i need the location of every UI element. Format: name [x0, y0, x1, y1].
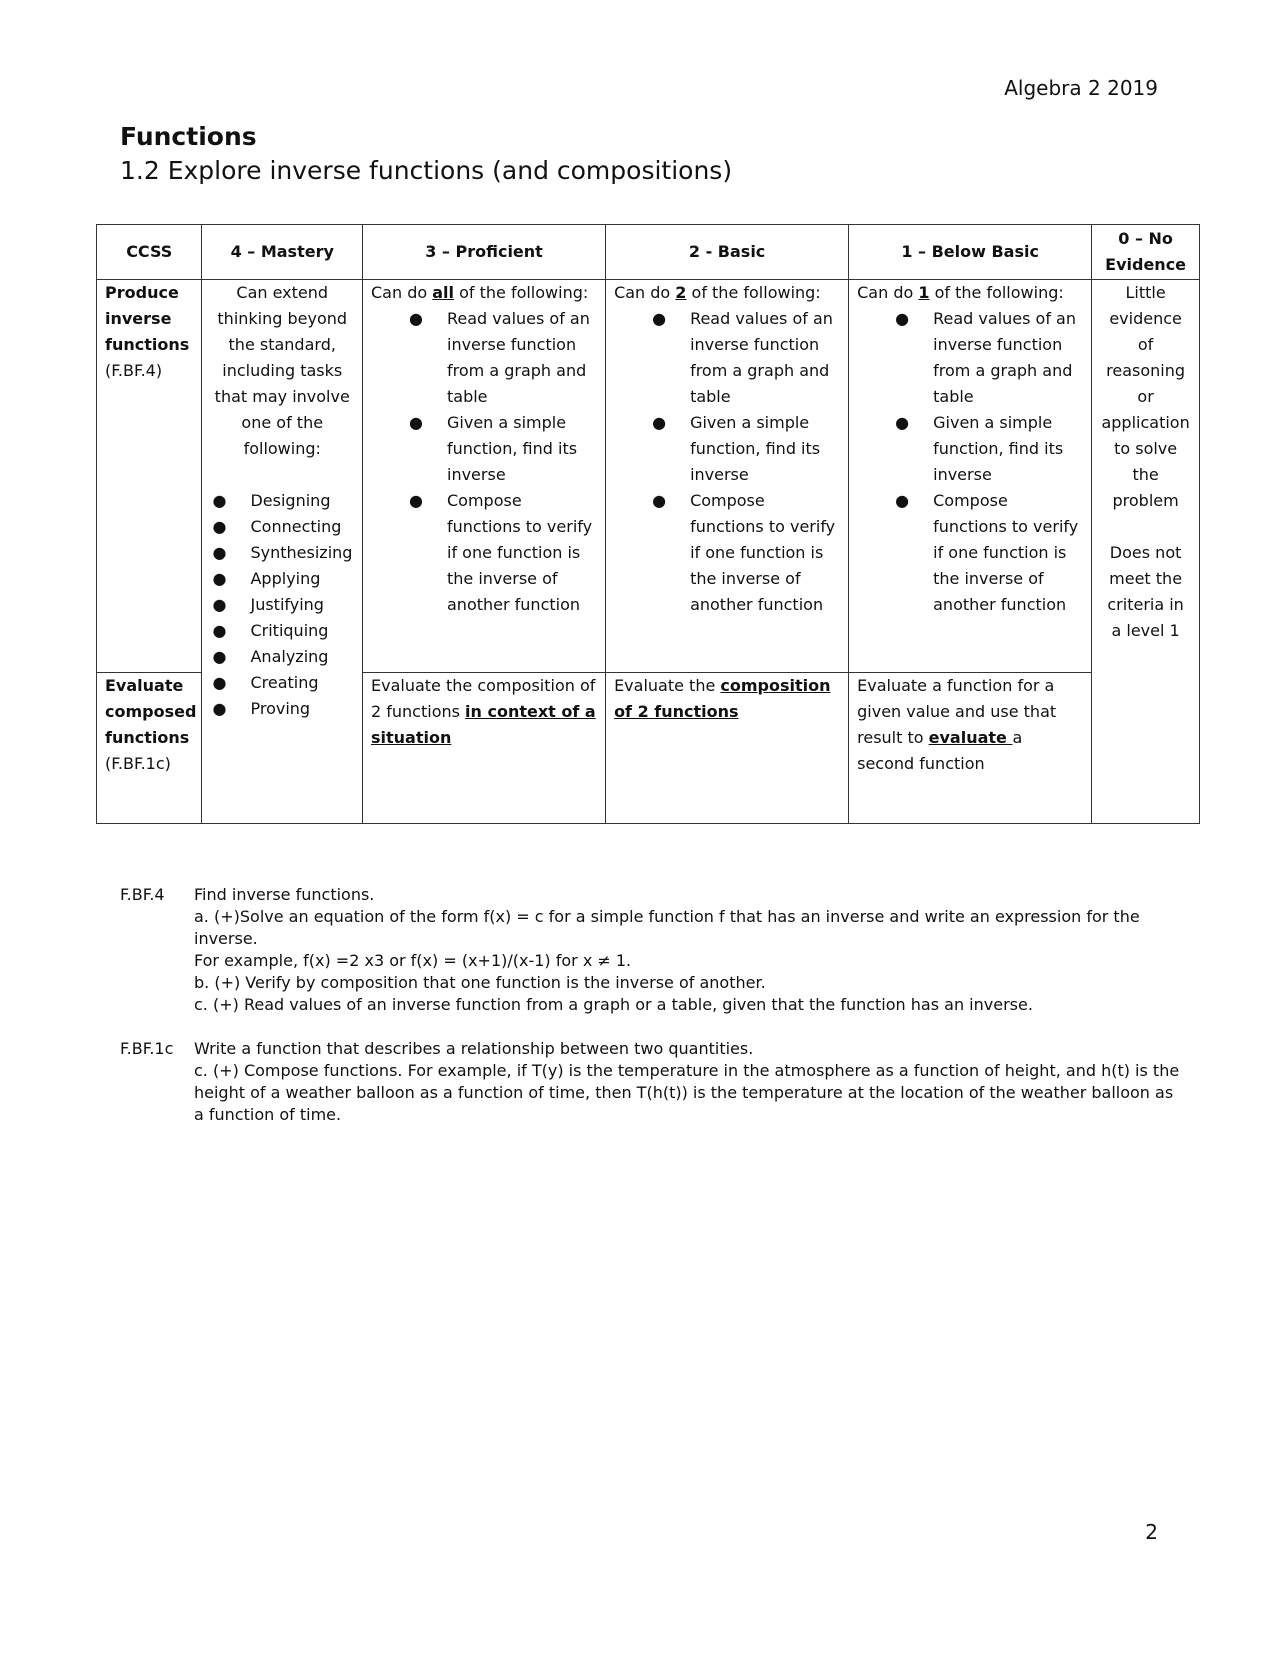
list-item: ● Given a simple function, find its inverse: [409, 413, 578, 484]
basic-cell-inverse: [606, 280, 849, 673]
standard-cell-composition: [97, 673, 202, 824]
header-ccss: CCSS: [97, 225, 202, 280]
header-basic: 2 - Basic: [606, 225, 849, 280]
list-item: ● Compose functions to verify if one function is the inverse of another function: [652, 491, 836, 614]
standard-code: (F.BF.1c): [105, 754, 171, 773]
criteria-list: [371, 306, 597, 618]
standards-notes: [120, 884, 1180, 1148]
below-basic-cell-composition: Evaluate a function for a given value and use that result to evaluate a second function: [849, 673, 1092, 824]
rubric-header-row: [97, 225, 1200, 280]
standard-code: (F.BF.4): [105, 361, 163, 380]
list-item: ● Applying: [212, 569, 321, 588]
course-header: Algebra 2 2019: [1004, 76, 1158, 100]
proficient-intro: Can do all of the following:: [371, 283, 589, 302]
list-item: ● Compose functions to verify if one function is the inverse of another function: [895, 491, 1079, 614]
list-item: ● Compose functions to verify if one function is the inverse of another function: [409, 491, 593, 614]
criteria-list: [857, 306, 1083, 618]
standard-cell-inverse: [97, 280, 202, 673]
mastery-cell: [202, 280, 363, 824]
list-item: ● Read values of an inverse function from a graph and table: [409, 309, 590, 406]
list-item: ● Connecting: [212, 517, 342, 536]
proficient-cell-inverse: [363, 280, 606, 673]
list-item: ● Given a simple function, find its inverse: [895, 413, 1064, 484]
standard-block-fbf1c: [120, 1038, 1180, 1126]
standard-text: Write a function that describes a relationship between two quantities. c. (+) Compose functions. For example, if T(y) is the temperature in the atmosphere as a function of height, and h(t) is the height of a weather balloon as a function of time, then T(h(t)) is the temperature at the location of the weather balloon as a function of time.: [194, 1039, 1180, 1124]
standard-line: Produce: [105, 283, 179, 302]
basic-cell-composition: Evaluate the composition of 2 functions: [606, 673, 849, 824]
list-item: ● Critiquing: [212, 621, 329, 640]
header-no-evidence: 0 – No Evidence: [1092, 225, 1200, 280]
standard-line: Evaluate: [105, 676, 184, 695]
header-proficient: 3 – Proficient: [363, 225, 606, 280]
list-item: ● Justifying: [212, 595, 324, 614]
header-below-basic: 1 – Below Basic: [849, 225, 1092, 280]
criteria-list: [614, 306, 840, 618]
no-evidence-text: Little evidence of reasoning or application to solve the problem: [1101, 283, 1190, 510]
list-item: ● Designing: [212, 491, 331, 510]
below-basic-cell-inverse: [849, 280, 1092, 673]
standard-line: composed: [105, 702, 197, 721]
standard-line: inverse: [105, 309, 172, 328]
list-item: ● Proving: [212, 699, 311, 718]
list-item: ● Read values of an inverse function from a graph and table: [652, 309, 833, 406]
list-item: ● Synthesizing: [212, 543, 353, 562]
basic-intro: Can do 2 of the following:: [614, 283, 821, 302]
rubric-table: [96, 224, 1200, 824]
header-mastery: 4 – Mastery: [202, 225, 363, 280]
list-item: ● Creating: [212, 673, 319, 692]
rubric-row-inverse: [97, 280, 1200, 673]
below-basic-intro: Can do 1 of the following:: [857, 283, 1064, 302]
no-evidence-cell: [1092, 280, 1200, 824]
proficient-cell-composition: Evaluate the composition of 2 functions in context of a situation: [363, 673, 606, 824]
standard-code: F.BF.4: [120, 885, 165, 904]
standard-line: functions: [105, 728, 190, 747]
list-item: ● Given a simple function, find its inverse: [652, 413, 821, 484]
list-item: ● Read values of an inverse function from a graph and table: [895, 309, 1076, 406]
no-evidence-text: Does not meet the criteria in a level 1: [1107, 543, 1184, 640]
standard-block-fbf4: [120, 884, 1180, 1016]
mastery-intro: Can extend thinking beyond the standard, including tasks that may involve one of the following:: [214, 283, 350, 458]
mastery-list: [210, 488, 354, 722]
standard-code: F.BF.1c: [120, 1039, 174, 1058]
standard-text: Find inverse functions. a. (+)Solve an equation of the form f(x) = c for a simple function f that has an inverse and write an expression for the inverse. For example, f(x) =2 x3 or f(x) = (x+1)/(x-1) for x ≠ 1. b. (+) Verify by composition that one function is the inverse of another. c. (+) Read values of an inverse function from a graph or a table, given that the function has an inverse.: [194, 885, 1140, 1014]
page-subtitle: 1.2 Explore inverse functions (and compositions): [120, 156, 733, 185]
list-item: ● Analyzing: [212, 647, 329, 666]
page-title: Functions: [120, 122, 257, 151]
standard-line: functions: [105, 335, 190, 354]
page-number: 2: [1145, 1520, 1158, 1544]
